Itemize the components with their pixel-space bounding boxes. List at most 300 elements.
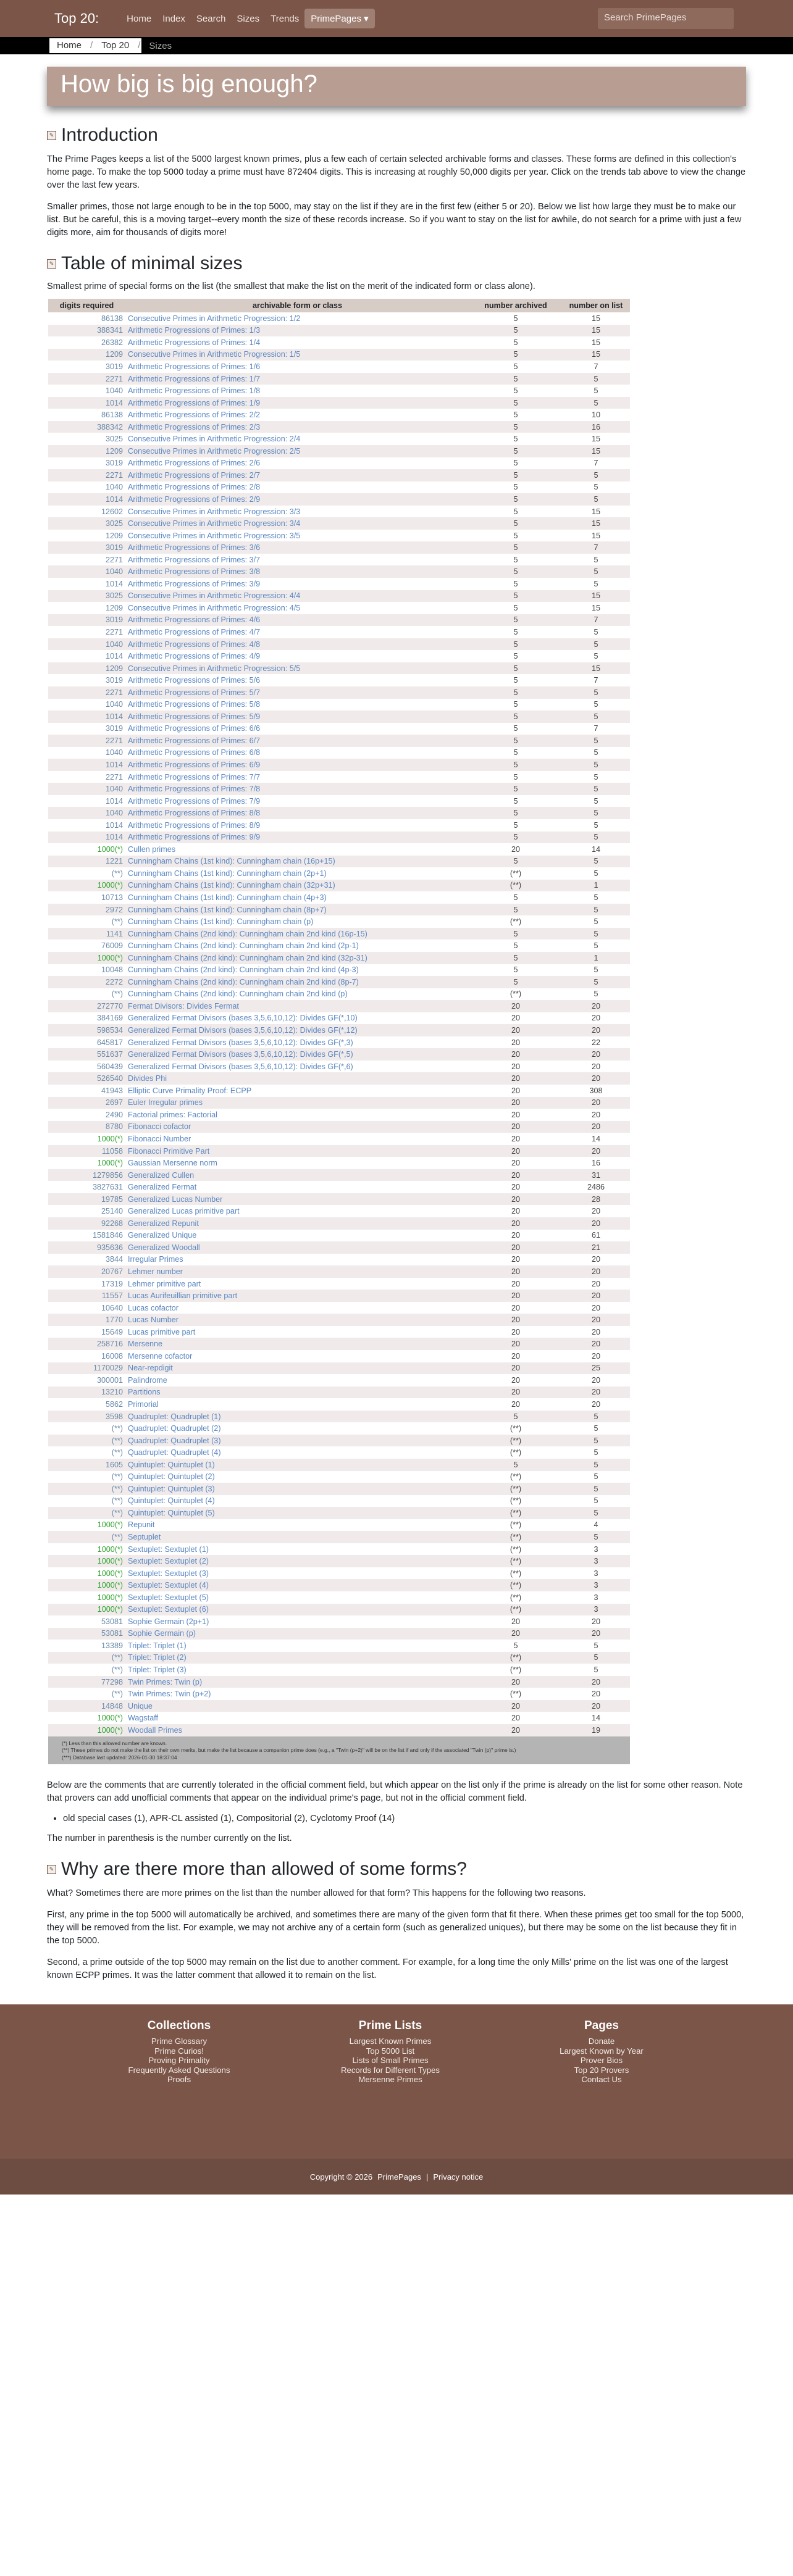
number-archived-cell: (**) (469, 1579, 562, 1591)
form-link[interactable]: Cunningham Chains (1st kind): Cunningham chain (16p+15) (125, 856, 469, 868)
number-on-list-cell: 15 (562, 445, 630, 457)
number-on-list-cell: 5 (594, 1424, 598, 1433)
form-link[interactable]: Lucas Number (125, 1314, 469, 1326)
number-archived-cell: 5 (513, 893, 518, 902)
footer-link[interactable]: Records for Different Types (340, 2065, 440, 2075)
form-link[interactable]: Arithmetic Progressions of Primes: 1/8 (128, 386, 261, 396)
form-link[interactable]: Near-repdigit (125, 1362, 469, 1375)
form-link[interactable]: Triplet: Triplet (3) (128, 1665, 187, 1675)
number-on-list-cell: 20 (562, 1217, 630, 1230)
number-on-list-cell: 10 (591, 411, 600, 420)
form-link[interactable]: Twin Primes: Twin (p) (125, 1676, 469, 1688)
form-link[interactable]: Quintuplet: Quintuplet (3) (125, 1483, 469, 1495)
number-archived-cell: 5 (469, 638, 562, 651)
form-link[interactable]: Generalized Unique (128, 1231, 197, 1240)
number-on-list-cell: 20 (591, 1399, 600, 1409)
digits-required-cell: (**) (111, 1448, 123, 1457)
number-on-list-cell: 15 (562, 662, 630, 675)
number-archived-cell: 20 (469, 1145, 562, 1157)
number-archived-cell: (**) (510, 1472, 522, 1482)
number-archived-cell: (**) (469, 1555, 562, 1567)
number-archived-cell: 5 (469, 783, 562, 795)
table-row (48, 1254, 630, 1266)
form-link[interactable]: Arithmetic Progressions of Primes: 7/8 (125, 783, 469, 795)
number-on-list-cell: 5 (594, 386, 598, 396)
number-archived-cell: 20 (511, 1279, 520, 1288)
number-archived-cell: (**) (469, 1435, 562, 1447)
number-on-list-cell: 20 (562, 1048, 630, 1061)
form-link[interactable]: Mersenne cofactor (128, 1351, 193, 1361)
form-link[interactable]: Arithmetic Progressions of Primes: 9/9 (125, 832, 469, 844)
number-archived-cell: 5 (469, 614, 562, 627)
table-row (48, 554, 630, 566)
form-link[interactable]: Consecutive Primes in Arithmetic Progression: 4/5 (128, 603, 301, 612)
table-row (48, 312, 630, 325)
number-on-list-cell: 20 (562, 1338, 630, 1350)
footer-link[interactable]: Frequently Asked Questions (128, 2065, 230, 2075)
digits-required-cell: 26382 (101, 338, 123, 347)
digits-required-cell: 14848 (48, 1700, 125, 1712)
table-row (48, 1326, 630, 1338)
form-link[interactable]: Wagstaff (128, 1714, 158, 1723)
number-on-list-cell: 15 (562, 325, 630, 337)
digits-required-cell: 15649 (101, 1327, 123, 1336)
form-link[interactable]: Repunit (128, 1520, 155, 1530)
form-link[interactable]: Arithmetic Progressions of Primes: 1/9 (125, 397, 469, 409)
nav-home[interactable]: Home (127, 13, 152, 24)
form-link[interactable]: Cunningham Chains (1st kind): Cunningham chain (4p+3) (128, 893, 327, 902)
form-link[interactable]: Irregular Primes (128, 1255, 183, 1264)
number-archived-cell: 5 (513, 941, 518, 951)
number-archived-cell: (**) (510, 1690, 522, 1699)
digits-required-cell: 935636 (48, 1241, 125, 1254)
number-on-list-cell: 7 (594, 459, 598, 468)
comments-list (63, 1814, 746, 1824)
footer-link[interactable]: Top 20 Provers (574, 2065, 629, 2075)
number-on-list-cell: 14 (591, 1714, 600, 1723)
form-link[interactable]: Arithmetic Progressions of Primes: 5/8 (128, 700, 261, 709)
form-link[interactable]: Arithmetic Progressions of Primes: 1/7 (125, 373, 469, 385)
digits-required-cell: 17319 (101, 1279, 123, 1288)
form-link[interactable]: Sextuplet: Sextuplet (3) (128, 1569, 209, 1578)
form-link[interactable]: Arithmetic Progressions of Primes: 2/7 (125, 469, 469, 481)
form-link[interactable]: Fibonacci cofactor (125, 1121, 469, 1133)
breadcrumb-home[interactable]: Home (49, 38, 89, 53)
number-on-list-cell: 5 (594, 700, 598, 709)
digits-required-cell: 2972 (48, 904, 125, 916)
form-link[interactable]: Primorial (128, 1399, 159, 1409)
number-on-list-cell: 7 (562, 541, 630, 554)
number-on-list-cell: 3 (562, 1604, 630, 1616)
footer-link[interactable]: Prover Bios (580, 2056, 623, 2065)
form-link[interactable]: Arithmetic Progressions of Primes: 5/9 (125, 711, 469, 723)
table-row (48, 361, 630, 373)
number-on-list-cell: 20 (591, 1375, 600, 1385)
table-row (48, 711, 630, 723)
table-row (48, 481, 630, 494)
digits-required-cell: 53081 (101, 1617, 123, 1626)
digits-required-cell: (**) (48, 1483, 125, 1495)
form-link[interactable]: Twin Primes: Twin (p+2) (128, 1690, 211, 1699)
form-link[interactable]: Triplet: Triplet (1) (128, 1641, 187, 1650)
number-on-list-cell: 5 (562, 1435, 630, 1447)
form-link[interactable]: Arithmetic Progressions of Primes: 2/9 (125, 493, 469, 506)
form-link[interactable]: Consecutive Primes in Arithmetic Progression: 2/5 (125, 445, 469, 457)
digits-required-cell: (**) (111, 1424, 123, 1433)
number-archived-cell: 5 (513, 362, 518, 371)
digits-required-cell: 1040 (48, 807, 125, 819)
form-link[interactable]: Arithmetic Progressions of Primes: 2/2 (128, 411, 261, 420)
digits-required-cell: 1000(*) (48, 880, 125, 892)
form-link[interactable]: Sextuplet: Sextuplet (1) (128, 1544, 209, 1554)
number-on-list-cell: 5 (594, 1665, 598, 1675)
number-on-list-cell: 14 (591, 1134, 600, 1143)
form-link[interactable]: Cunningham Chains (1st kind): Cunningham chain (8p+7) (125, 904, 469, 916)
digits-required-cell: (**) (111, 1496, 123, 1506)
table-row (48, 699, 630, 711)
section-icon: ✎ (47, 131, 56, 140)
form-link[interactable]: Arithmetic Progressions of Primes: 4/7 (128, 627, 261, 636)
form-link[interactable]: Fibonacci Primitive Part (125, 1145, 469, 1157)
number-archived-cell: 5 (513, 603, 518, 612)
form-link[interactable]: Consecutive Primes in Arithmetic Progression: 3/3 (128, 507, 301, 516)
form-link[interactable]: Generalized Lucas Number (125, 1193, 469, 1206)
footer-link[interactable]: Prime Glossary (151, 2036, 208, 2046)
digits-required-cell: 1040 (48, 638, 125, 651)
number-on-list-cell: 5 (594, 990, 598, 999)
digits-required-cell: (**) (111, 1665, 123, 1675)
digits-required-cell: 16008 (101, 1351, 123, 1361)
number-archived-cell: 20 (511, 1255, 520, 1264)
footer-col-title: Collections (147, 2019, 211, 2033)
form-link[interactable]: Arithmetic Progressions of Primes: 3/7 (128, 555, 261, 564)
digits-required-cell: 76009 (101, 941, 123, 951)
footer-link[interactable]: Top 5000 List (366, 2046, 415, 2056)
digits-required-cell: 13210 (48, 1386, 125, 1399)
number-archived-cell: 20 (511, 1399, 520, 1409)
breadcrumb-current: Sizes (149, 40, 172, 51)
form-link[interactable]: Gaussian Mersenne norm (128, 1159, 217, 1168)
number-on-list-cell: 31 (562, 1169, 630, 1182)
table-row (48, 530, 630, 542)
number-archived-cell: (**) (510, 869, 522, 878)
form-link[interactable]: Sophie Germain (2p+1) (128, 1617, 209, 1626)
digits-required-cell: 1000(*) (48, 1604, 125, 1616)
form-link[interactable]: Arithmetic Progressions of Primes: 6/7 (125, 735, 469, 747)
number-on-list-cell: 5 (594, 917, 598, 927)
form-link[interactable]: Cunningham Chains (1st kind): Cunningham chain (p) (128, 917, 314, 927)
form-link[interactable]: Septuplet (125, 1531, 469, 1543)
form-link[interactable]: Generalized Cullen (125, 1169, 469, 1182)
nav-index[interactable]: Index (162, 13, 185, 24)
form-link[interactable]: Cunningham Chains (2nd kind): Cunningham chain 2nd kind (p) (128, 990, 348, 999)
number-on-list-cell: 3 (562, 1579, 630, 1591)
footer-link[interactable]: Proving Primality (148, 2056, 210, 2065)
digits-required-cell: 1209 (105, 531, 123, 540)
site-link[interactable]: PrimePages (377, 2172, 421, 2182)
number-archived-cell: 5 (513, 314, 518, 323)
form-link[interactable]: Cullen primes (128, 844, 175, 854)
footer-link[interactable]: Largest Known Primes (349, 2036, 432, 2046)
number-archived-cell: 20 (469, 1048, 562, 1061)
legend-line: (***) Database last updated: 2026-01-30 18:37:04 (62, 1754, 177, 1761)
form-link[interactable]: Quintuplet: Quintuplet (5) (125, 1507, 469, 1519)
footer-link[interactable]: Contact Us (581, 2075, 622, 2085)
number-on-list-cell: 20 (591, 1255, 600, 1264)
footer-link[interactable]: Donate (588, 2036, 615, 2046)
table-row (48, 1241, 630, 1254)
number-on-list-cell: 5 (562, 1483, 630, 1495)
form-link[interactable]: Arithmetic Progressions of Primes: 2/8 (128, 483, 261, 492)
digits-required-cell: 1014 (48, 832, 125, 844)
number-on-list-cell: 28 (562, 1193, 630, 1206)
table-row (48, 1097, 630, 1109)
form-link[interactable]: Arithmetic Progressions of Primes: 2/3 (125, 421, 469, 433)
form-link[interactable]: Arithmetic Progressions of Primes: 6/8 (128, 748, 261, 757)
form-link[interactable]: Arithmetic Progressions of Primes: 5/6 (128, 676, 261, 685)
number-on-list-cell: 15 (562, 517, 630, 530)
why-paragraph-1: What? Sometimes there are more primes on the list than the number allowed for that form? This happens for the following two reasons. (47, 1888, 586, 1899)
form-link[interactable]: Quintuplet: Quintuplet (2) (128, 1472, 215, 1482)
section-heading-table: ✎ Table of minimal sizes (47, 253, 746, 274)
form-link[interactable]: Arithmetic Progressions of Primes: 3/8 (125, 565, 469, 578)
form-link[interactable]: Lucas Aurifeuillian primitive part (125, 1290, 469, 1302)
form-link[interactable]: Arithmetic Progressions of Primes: 2/6 (128, 459, 261, 468)
form-link[interactable]: Generalized Woodall (125, 1241, 469, 1254)
number-archived-cell: 20 (469, 1169, 562, 1182)
form-link[interactable]: Quintuplet: Quintuplet (1) (125, 1459, 469, 1471)
form-link[interactable]: Generalized Fermat Divisors (bases 3,5,6,10,12): Divides GF(*,10) (128, 1014, 358, 1023)
form-link[interactable]: Arithmetic Progressions of Primes: 6/6 (128, 724, 261, 733)
number-on-list-cell: 20 (562, 1628, 630, 1640)
table-row (48, 1217, 630, 1230)
form-link[interactable]: Arithmetic Progressions of Primes: 3/6 (125, 541, 469, 554)
table-row (48, 469, 630, 481)
form-link[interactable]: Triplet: Triplet (2) (125, 1652, 469, 1664)
form-link[interactable]: Arithmetic Progressions of Primes: 7/7 (128, 772, 261, 782)
form-link[interactable]: Sextuplet: Sextuplet (6) (125, 1604, 469, 1616)
nav-primepages-dropdown[interactable]: PrimePages ▾ (304, 9, 374, 28)
form-link[interactable]: Unique (125, 1700, 469, 1712)
form-link[interactable]: Generalized Lucas primitive part (128, 1207, 240, 1216)
number-archived-cell: 20 (511, 1183, 520, 1192)
number-archived-cell: (**) (469, 1483, 562, 1495)
form-link[interactable]: Consecutive Primes in Arithmetic Progression: 1/2 (128, 314, 301, 323)
form-link[interactable]: Elliptic Curve Primality Proof: ECPP (128, 1086, 252, 1095)
number-on-list-cell: 5 (594, 796, 598, 806)
form-link[interactable]: Cunningham Chains (2nd kind): Cunningham chain 2nd kind (2p-1) (128, 941, 359, 951)
number-archived-cell: 5 (469, 832, 562, 844)
footer-link[interactable]: Largest Known by Year (560, 2046, 644, 2056)
table-row (48, 940, 630, 952)
footer-link[interactable]: Lists of Small Primes (352, 2056, 429, 2065)
form-link[interactable]: Arithmetic Progressions of Primes: 1/4 (128, 338, 261, 347)
form-link[interactable]: Consecutive Primes in Arithmetic Progression: 5/5 (125, 662, 469, 675)
digits-required-cell: (**) (48, 1435, 125, 1447)
number-on-list-cell: 3 (594, 1544, 598, 1554)
number-archived-cell: (**) (510, 917, 522, 927)
privacy-link[interactable]: Privacy notice (433, 2172, 484, 2182)
number-archived-cell: 5 (469, 397, 562, 409)
form-link[interactable]: Consecutive Primes in Arithmetic Progression: 1/5 (125, 349, 469, 361)
number-archived-cell: 5 (469, 735, 562, 747)
footer-col-prime-lists (329, 2019, 452, 2159)
table-row (48, 349, 630, 361)
digits-required-cell: 645817 (96, 1038, 123, 1047)
table-row (48, 626, 630, 638)
form-link[interactable]: Sophie Germain (p) (125, 1628, 469, 1640)
digits-required-cell: 3019 (48, 541, 125, 554)
number-on-list-cell: 5 (594, 820, 598, 830)
form-link[interactable]: Arithmetic Progressions of Primes: 4/9 (128, 652, 261, 661)
digits-required-cell: 11058 (48, 1145, 125, 1157)
form-link[interactable]: Generalized Fermat (128, 1183, 197, 1192)
digits-required-cell: 1040 (48, 783, 125, 795)
table-row (48, 1290, 630, 1302)
form-link[interactable]: Arithmetic Progressions of Primes: 6/9 (125, 759, 469, 771)
form-link[interactable]: Cunningham Chains (2nd kind): Cunningham chain 2nd kind (32p-31) (125, 952, 469, 964)
table-row (48, 565, 630, 578)
form-link[interactable]: Arithmetic Progressions of Primes: 7/9 (128, 796, 261, 806)
form-link[interactable]: Generalized Fermat Divisors (bases 3,5,6,10,12): Divides GF(*,3) (128, 1038, 353, 1047)
table-row (48, 614, 630, 627)
form-link[interactable]: Lucas primitive part (128, 1327, 196, 1336)
table-row (48, 1519, 630, 1532)
form-link[interactable]: Cunningham Chains (1st kind): Cunningham chain (2p+1) (128, 869, 327, 878)
form-link[interactable]: Arithmetic Progressions of Primes: 8/8 (125, 807, 469, 819)
footer-link[interactable]: Proofs (167, 2075, 191, 2085)
form-link[interactable]: Cunningham Chains (1st kind): Cunningham chain (32p+31) (125, 880, 469, 892)
form-link[interactable]: Quadruplet: Quadruplet (1) (125, 1411, 469, 1423)
form-link[interactable]: Consecutive Primes in Arithmetic Progression: 3/5 (128, 531, 301, 540)
table-row (48, 964, 630, 977)
number-on-list-cell: 5 (562, 711, 630, 723)
digits-required-cell: 1000(*) (97, 1544, 123, 1554)
table-row (48, 952, 630, 964)
footer (0, 2004, 793, 2159)
number-archived-cell: 20 (511, 1351, 520, 1361)
form-link[interactable]: Quadruplet: Quadruplet (2) (128, 1424, 221, 1433)
digits-required-cell: 10713 (101, 893, 123, 902)
form-link[interactable]: Generalized Repunit (125, 1217, 469, 1230)
number-archived-cell: 20 (511, 1375, 520, 1385)
nav-sizes[interactable]: Sizes (237, 13, 260, 24)
footer-link[interactable]: Mersenne Primes (358, 2075, 422, 2085)
digits-required-cell: 2271 (48, 686, 125, 699)
table-row (48, 1676, 630, 1688)
table-row (48, 1543, 630, 1556)
form-link[interactable]: Consecutive Primes in Arithmetic Progression: 3/4 (125, 517, 469, 530)
digits-required-cell: 1000(*) (97, 1159, 123, 1168)
table-row (48, 1048, 630, 1061)
number-archived-cell: 5 (513, 965, 518, 975)
col-header-form: archivable form or class (125, 299, 469, 312)
form-link[interactable]: Generalized Fermat Divisors (bases 3,5,6,10,12): Divides GF(*,12) (125, 1024, 469, 1036)
table-row (48, 506, 630, 518)
form-link[interactable]: Lehmer number (125, 1265, 469, 1278)
table-row (48, 1350, 630, 1362)
form-link[interactable]: Arithmetic Progressions of Primes: 1/6 (128, 362, 261, 371)
number-on-list-cell: 20 (562, 1290, 630, 1302)
form-link[interactable]: Factorial primes: Factorial (128, 1110, 217, 1119)
form-link[interactable]: Cunningham Chains (2nd kind): Cunningham chain 2nd kind (16p-15) (125, 928, 469, 940)
form-link[interactable]: Lehmer primitive part (128, 1279, 201, 1288)
nav-search[interactable]: Search (196, 13, 226, 24)
form-link[interactable]: Arithmetic Progressions of Primes: 4/6 (125, 614, 469, 627)
form-link[interactable]: Arithmetic Progressions of Primes: 4/8 (125, 638, 469, 651)
breadcrumb (0, 37, 793, 54)
digits-required-cell: 300001 (96, 1375, 123, 1385)
form-link[interactable]: Mersenne (125, 1338, 469, 1350)
table-row (48, 1121, 630, 1133)
number-archived-cell: 5 (469, 904, 562, 916)
form-link[interactable]: Quintuplet: Quintuplet (4) (128, 1496, 215, 1506)
form-link[interactable]: Euler Irregular primes (125, 1097, 469, 1109)
form-link[interactable]: Arithmetic Progressions of Primes: 5/7 (125, 686, 469, 699)
form-link[interactable]: Lucas cofactor (128, 1303, 178, 1312)
digits-required-cell: 1014 (48, 759, 125, 771)
digits-required-cell: 3025 (48, 590, 125, 602)
form-link[interactable]: Consecutive Primes in Arithmetic Progression: 2/4 (128, 435, 301, 444)
search-input[interactable]: Search PrimePages (598, 8, 734, 29)
comments-list-item: • old special cases (1), APR-CL assisted (1), Compositorial (2), Cyclotomy Proof (14) (63, 1814, 746, 1824)
form-link[interactable]: Consecutive Primes in Arithmetic Progression: 4/4 (125, 590, 469, 602)
table-row (48, 988, 630, 1001)
form-link[interactable]: Arithmetic Progressions of Primes: 8/9 (128, 820, 261, 830)
form-link[interactable]: Arithmetic Progressions of Primes: 1/3 (125, 325, 469, 337)
number-archived-cell: 20 (469, 1121, 562, 1133)
number-on-list-cell: 20 (591, 1014, 600, 1023)
number-on-list-cell: 21 (562, 1241, 630, 1254)
number-on-list-cell: 1 (562, 952, 630, 964)
form-link[interactable]: Palindrome (128, 1375, 167, 1385)
digits-required-cell: 3025 (48, 517, 125, 530)
table-row (48, 325, 630, 337)
form-link[interactable]: Sextuplet: Sextuplet (5) (128, 1593, 209, 1602)
nav-trends[interactable]: Trends (271, 13, 300, 24)
form-link[interactable]: Woodall Primes (125, 1724, 469, 1736)
digits-required-cell: 560439 (96, 1062, 123, 1071)
breadcrumb-top20[interactable]: Top 20 (94, 38, 136, 53)
number-archived-cell: 20 (511, 1714, 520, 1723)
form-link[interactable]: Partitions (125, 1386, 469, 1399)
form-link[interactable]: Generalized Fermat Divisors (bases 3,5,6,10,12): Divides GF(*,6) (128, 1062, 353, 1071)
table-row (48, 1024, 630, 1036)
form-link[interactable]: Fibonacci Number (128, 1134, 191, 1143)
form-link[interactable]: Sextuplet: Sextuplet (4) (125, 1579, 469, 1591)
form-link[interactable]: Quadruplet: Quadruplet (3) (125, 1435, 469, 1447)
brand-link[interactable]: Top 20: (54, 10, 99, 26)
number-archived-cell: 5 (469, 325, 562, 337)
number-archived-cell: 5 (513, 772, 518, 782)
table-row (48, 336, 630, 349)
table-row (48, 1109, 630, 1121)
number-on-list-cell: 20 (562, 1145, 630, 1157)
number-archived-cell: 5 (513, 579, 518, 588)
number-on-list-cell: 5 (562, 832, 630, 844)
form-link[interactable]: Cunningham Chains (2nd kind): Cunningham chain 2nd kind (8p-7) (125, 976, 469, 988)
form-link[interactable]: Divides Phi (125, 1072, 469, 1085)
form-link[interactable]: Generalized Fermat Divisors (bases 3,5,6,10,12): Divides GF(*,5) (125, 1048, 469, 1061)
table-row (48, 867, 630, 880)
form-link[interactable]: Cunningham Chains (2nd kind): Cunningham chain 2nd kind (4p-3) (128, 965, 359, 975)
number-archived-cell: 5 (469, 541, 562, 554)
form-link[interactable]: Fermat Divisors: Divides Fermat (125, 1000, 469, 1012)
footer-link[interactable]: Prime Curios! (154, 2046, 204, 2056)
form-link[interactable]: Quadruplet: Quadruplet (4) (128, 1448, 221, 1457)
form-link[interactable]: Arithmetic Progressions of Primes: 3/9 (128, 579, 261, 588)
form-link[interactable]: Sextuplet: Sextuplet (2) (125, 1555, 469, 1567)
